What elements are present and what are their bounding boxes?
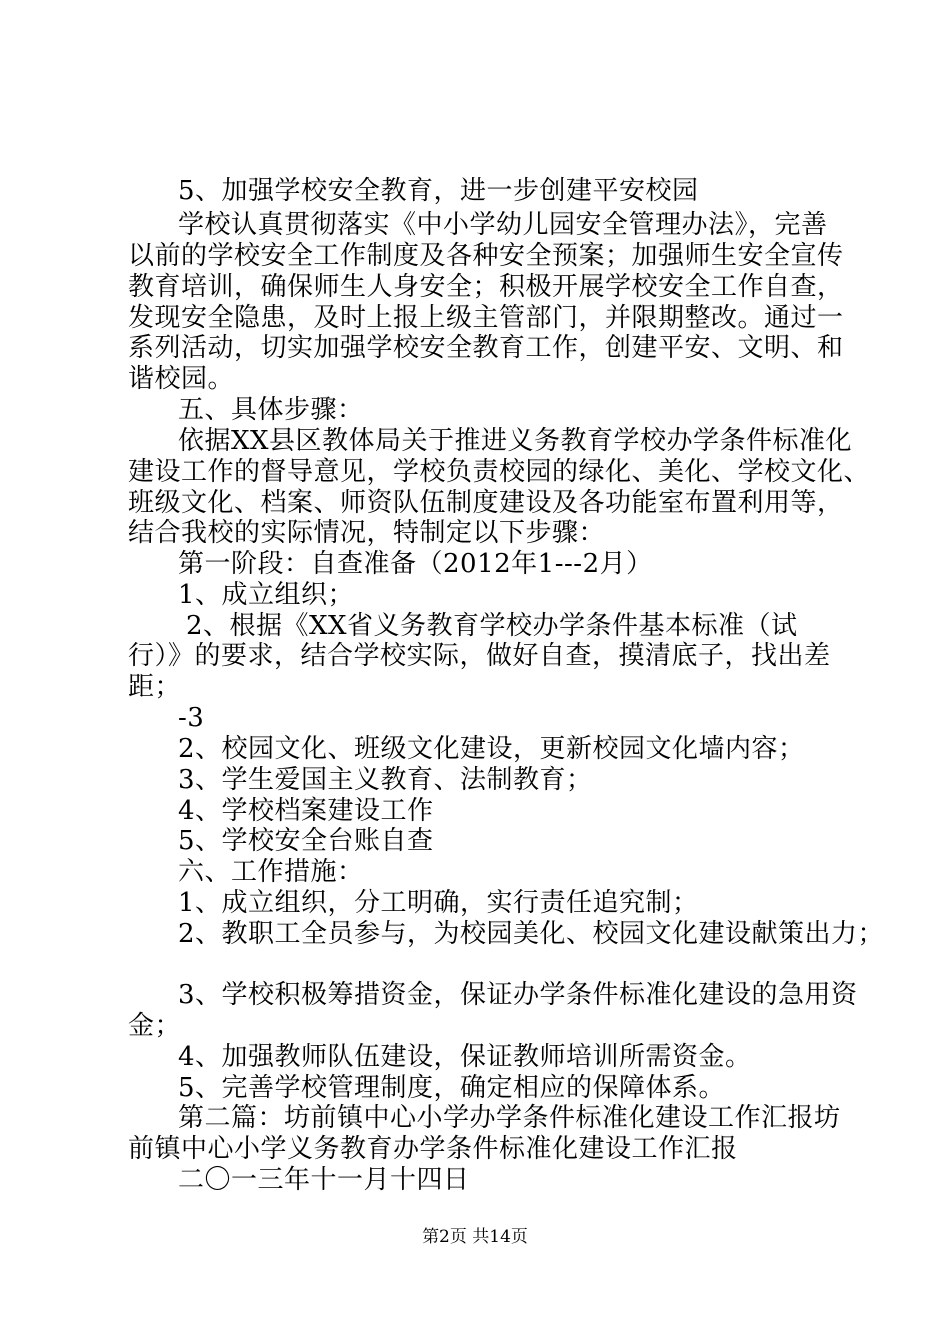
list-marker: -3: [178, 703, 205, 733]
phase-heading: 第一阶段：自查准备（2012年1---2月）: [178, 549, 653, 579]
page-number-footer: 第2页 共14页: [422, 1227, 528, 1247]
list-item: 5、学校安全台账自查: [178, 826, 434, 856]
section-heading-safety: 5、加强学校安全教育，进一步创建平安校园: [178, 176, 699, 206]
list-item: 3、学校积极筹措资金，保证办学条件标准化建设的急用资: [178, 980, 858, 1010]
paragraph-line: 依据XX县区教体局关于推进义务教育学校办学条件标准化: [178, 426, 853, 456]
list-item: 2、根据《XX省义务教育学校办学条件基本标准（试: [186, 611, 798, 641]
list-item: 3、学生爱国主义教育、法制教育；: [178, 765, 593, 795]
article-title: 第二篇：坊前镇中心小学办学条件标准化建设工作汇报坊: [178, 1103, 841, 1133]
list-item: 4、学校档案建设工作: [178, 796, 434, 826]
paragraph-line: 系列活动，切实加强学校安全教育工作，创建平安、文明、和: [128, 333, 844, 363]
paragraph-line: 距；: [128, 672, 182, 702]
report-date: 二〇一三年十一月十四日: [178, 1165, 470, 1195]
paragraph-line: 行）》的要求，结合学校实际，做好自查，摸清底子，找出差: [128, 641, 831, 671]
paragraph-line: 金；: [128, 1011, 182, 1041]
paragraph-line: 以前的学校安全工作制度及各种安全预案；加强师生安全宣传: [128, 241, 844, 271]
paragraph-line: 学校认真贯彻落实《中小学幼儿园安全管理办法》，完善: [178, 210, 828, 240]
list-item: 5、完善学校管理制度，确定相应的保障体系。: [178, 1073, 726, 1103]
list-item: 1、成立组织，分工明确，实行责任追究制；: [178, 888, 699, 918]
article-title-continued: 前镇中心小学义务教育办学条件标准化建设工作汇报: [128, 1134, 738, 1164]
paragraph-line: 班级文化、档案、师资队伍制度建设及各功能室布置利用等，: [128, 488, 844, 518]
list-item: 2、教职工全员参与，为校园美化、校园文化建设献策出力；: [178, 919, 885, 949]
paragraph-line: 谐校园。: [128, 364, 235, 394]
paragraph-line: 发现安全隐患，及时上报上级主管部门，并限期整改。通过一: [128, 303, 844, 333]
list-item: 1、成立组织；: [178, 580, 355, 610]
list-item: 4、加强教师队伍建设，保证教师培训所需资金。: [178, 1042, 752, 1072]
list-item: 2、校园文化、班级文化建设，更新校园文化墙内容；: [178, 734, 805, 764]
section-heading-measures: 六、工作措施：: [178, 857, 364, 887]
paragraph-line: 教育培训，确保师生人身安全；积极开展学校安全工作自查，: [128, 272, 844, 302]
paragraph-line: 建设工作的督导意见，学校负责校园的绿化、美化、学校文化、: [128, 457, 871, 487]
paragraph-line: 结合我校的实际情况，特制定以下步骤：: [128, 518, 606, 548]
section-heading-steps: 五、具体步骤：: [178, 395, 364, 425]
